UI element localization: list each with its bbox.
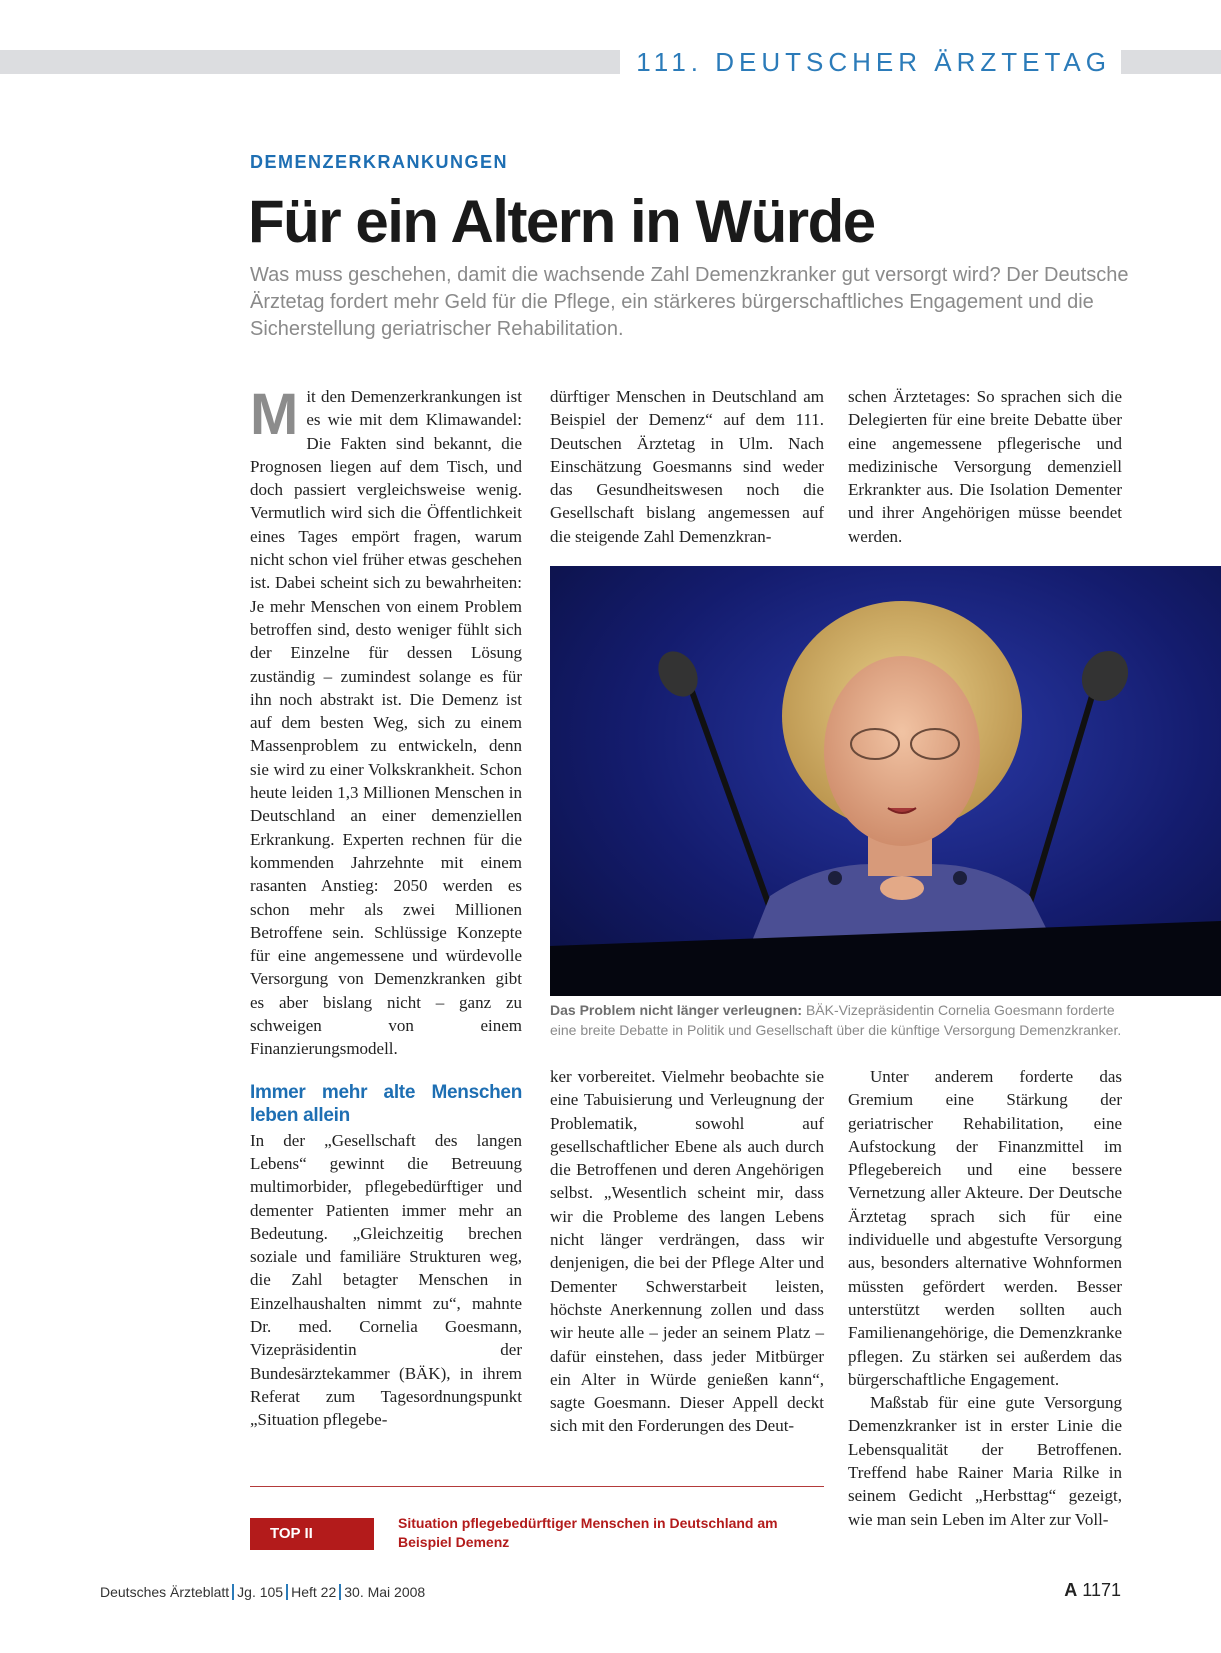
paragraph-intro bbox=[250, 382, 522, 1061]
paragraph-col3-2: Maßstab für eine gute Versorgung Demenzkranker ist in erster Linie die Lebensqualität der Betroffenen. Treffend habe Rainer Maria Rilke in seinem Gedicht „Herbsttag“ gezeigt, wie man sein Leben im Alter zur Voll- bbox=[848, 1393, 1122, 1529]
speaker-illustration bbox=[550, 566, 1221, 996]
article-column-2-top bbox=[550, 385, 824, 548]
issue-date: 30. Mai 2008 bbox=[344, 1584, 426, 1600]
footer-citation bbox=[100, 1584, 425, 1600]
paragraph-col2-bottom: ker vorbereitet. Vielmehr beobachte sie eine Tabuisierung und Verleugnung der Problematik, sowohl auf gesellschaftlicher Ebene als auch durch die Betroffenen und deren Angehörigen selbst. „Wesentlich scheint mir, dass wir die Probleme des langen Lebens nicht länger verdrängen, dass wir denjenigen, die bei der Pflege Alter und Dementer Schwerstarbeit leisten, höchste Anerkennung zollen und dass wir heute alle – jeder an seinem Platz – dafür einstehen, dass jeder Mitbürger ein Alter in Würde genießen kann“, sagte Goesmann. Dieser Appell deckt sich mit den Forderungen des Deut- bbox=[550, 1067, 824, 1436]
article-column-3-bottom bbox=[848, 1065, 1122, 1531]
caption-text: BÄK-Vizepräsidentin Cornelia Goesmann forderte eine breite Debatte in Politik und Gesellschaft über die künftige Versorgung Demenzkranker. bbox=[550, 1002, 1122, 1038]
issue: Heft 22 bbox=[291, 1584, 337, 1600]
subheading: Immer mehr alte Menschen leben allein bbox=[250, 1081, 522, 1126]
agenda-badge: TOP II bbox=[250, 1518, 374, 1550]
speaker-photo bbox=[550, 566, 1221, 996]
article-column-2-bottom bbox=[550, 1065, 824, 1438]
article-lead: Was muss geschehen, damit die wachsende Zahl Demenzkranker gut versorgt wird? Der Deutsche Ärztetag fordert mehr Geld für die Pflege, ein stärkeres bürgerschaftliches Engagement und die Sicherstellung geriatrischer Rehabilitation. bbox=[250, 264, 1129, 340]
journal-name: Deutsches Ärzteblatt bbox=[100, 1584, 230, 1600]
separator bbox=[339, 1584, 341, 1600]
article-kicker: DEMENZERKRANKUNGEN bbox=[250, 152, 509, 172]
article-title: Für ein Altern in Würde bbox=[248, 188, 875, 255]
article-column-1 bbox=[250, 382, 522, 1431]
drop-cap: M bbox=[250, 382, 299, 447]
divider-rule bbox=[250, 1486, 824, 1487]
section-label: 111. DEUTSCHER ÄRZTETAG bbox=[620, 46, 1121, 78]
page-number-value: 1171 bbox=[1082, 1580, 1121, 1600]
caption-title: Das Problem nicht länger verleugnen: bbox=[550, 1002, 803, 1018]
agenda-text: Situation pflegebedürftiger Menschen in Deutschland am Beispiel Demenz bbox=[398, 1515, 778, 1550]
paragraph-col2-top: dürftiger Menschen in Deutschland am Beispiel der Demenz“ auf dem 111. Deutschen Ärztetag in Ulm. Nach Einschätzung Goesmanns sind weder das Gesundheitswesen noch die Gesellschaft bislang angemessen auf die steigende Zahl Demenzkran- bbox=[550, 387, 824, 546]
paragraph-2: In der „Gesellschaft des langen Lebens“ gewinnt die Betreuung multimorbider, pflegebedürftiger und dementer Patienten immer mehr an Bedeutung. „Gleichzeitig brechen soziale und familiäre Strukturen weg, die Zahl betagter Menschen in Einzelhaushalten nimmt zu“, mahnte Dr. med. Cornelia Goesmann, Vizepräsidentin der Bundesärztekammer (BÄK), in ihrem Referat zum Tagesordnungspunkt „Situation pflegebe- bbox=[250, 1130, 522, 1430]
photo-caption bbox=[550, 1000, 1130, 1040]
article-column-3-top bbox=[848, 385, 1122, 548]
paragraph-col3-top: schen Ärztetages: So sprachen sich die Delegierten für eine breite Debatte über eine angemessene pflegerische und medizinische Versorgung demenziell Erkrankter aus. Die Isolation Dementer und ihrer Angehörigen müsse beendet werden. bbox=[848, 387, 1122, 546]
page-prefix: A bbox=[1064, 1580, 1078, 1600]
paragraph-intro-text: it den Demenzerkrankungen ist es wie mit dem Klimawandel: Die Fakten sind bekannt, die Prognosen liegen auf dem Tisch, und doch passiert vergleichsweise wenig. Vermutlich wird sich die Öffentlichkeit eines Tages empört fragen, warum nicht schon viel früher etwas geschehen ist. Dabei scheint sich zu bewahrheiten: Je mehr Menschen von einem Problem betroffen sind, desto weniger fühlt sich der Einzelne für dessen Lösung zuständig – zumindest solange es für ihn noch abstrakt ist. Die Demenz ist auf dem besten Weg, sich zu einem Massenproblem zu entwickeln, denn sie wird zu einer Volkskrankheit. Schon heute leiden 1,3 Millionen Menschen in Deutschland an einer demenziellen Erkrankung. Experten rechnen für die kommenden Jahrzehnte mit einem rasanten Anstieg: 2050 werden es schon mehr als zwei Millionen Betroffene sein. Schlüssige Konzepte für eine angemessene und würdevolle Versorgung von Demenzkranken gibt es aber bislang nicht – ganz zu schweigen von einem Finanzierungsmodell. bbox=[250, 387, 522, 1059]
separator bbox=[286, 1584, 288, 1600]
page-number bbox=[1064, 1580, 1121, 1601]
separator bbox=[232, 1584, 234, 1600]
paragraph-col3-1: Unter anderem forderte das Gremium eine Stärkung der geriatrischer Rehabilitation, eine Aufstockung der Finanzmittel im Pflegebereich und eine bessere Vernetzung aller Akteure. Der Deutsche Ärztetag sprach sich für eine individuelle und abgestufte Versorgung aus, besonders alternative Wohnformen müssten gefördert werden. Besser unterstützt werden sollten auch Familienangehörige, die Demenzkranke pflegen. Zu stärken sei außerdem das bürgerschaftliche Engagement. bbox=[848, 1067, 1122, 1389]
volume: Jg. 105 bbox=[237, 1584, 284, 1600]
